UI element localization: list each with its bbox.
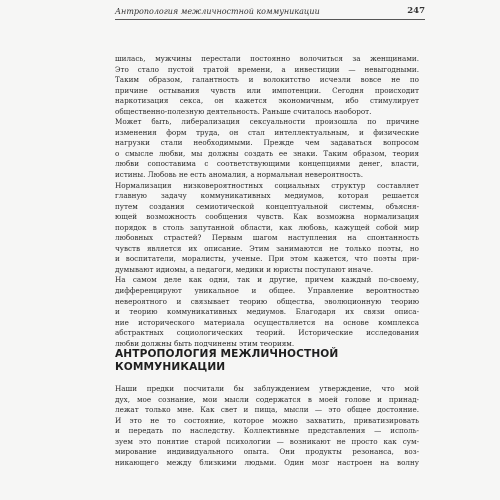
text-line: никающего между близкими людьми. Один мозг настроен на волну <box>115 457 419 467</box>
text-line: порядок в столь запутанной области, как любовь, кажущей собой мир <box>115 222 419 232</box>
text-line: Наши предки посчитали бы заблуждением утверждение, что мой <box>115 384 419 393</box>
text-line: шилась, мужчины перестали постоянно волочиться за женщинами. <box>115 54 419 63</box>
text-line: мирование индивидуального опыта. Они продукты резонанса, воз- <box>115 447 419 457</box>
text-line: общественно-полезную деятельность. Раньше считалось наоборот. <box>115 106 372 116</box>
text-line: ние исторического материала осуществляется на основе комплекса <box>115 317 419 327</box>
text-line: и передать по наследству. Коллективные представления — исполь- <box>115 426 419 436</box>
text-line: и теорию коммуникативных медиумов. Благодаря их связи описа- <box>115 307 419 317</box>
text-line: И это не то состояние, которое можно захватить, приватизировать <box>115 415 419 425</box>
page-number: 247 <box>407 6 425 16</box>
text-line: путем создания семиотической концептуальной системы, объясня- <box>115 201 419 211</box>
header-rule <box>115 19 425 20</box>
text-line: главную задачу коммуникативных медиумов, которая решается <box>115 191 419 201</box>
text-line: дифференцируют уникальное и общее. Управление вероятностью <box>115 286 419 296</box>
section-heading <box>115 348 425 374</box>
text-line: причине остывания чувств или импотенции. Сегодня происходит <box>115 85 419 95</box>
text-line: и воспитатели, моралисты, ученые. При этом кажется, что поэты при- <box>115 254 419 264</box>
body-text-section-2 <box>115 384 419 468</box>
running-header-title: Антропология межличностной коммуникации <box>115 7 320 16</box>
body-text-section-1 <box>115 54 419 349</box>
text-line: любви должны быть подчинены этим теориям. <box>115 338 295 348</box>
text-line: о смысле любви, мы должны создать ее знаки. Таким образом, теория <box>115 148 419 158</box>
text-line: невероятного и связывает теорию общества, эволюционную теорию <box>115 296 419 306</box>
text-line: дух, мое сознание, мои мысли содержатся в моей голове и принад- <box>115 394 419 404</box>
text-line: абстрактных социологических теорий. Исторические исследования <box>115 328 419 338</box>
text-line: ющей возможность сообщения чувств. Как возможна нормализация <box>115 212 419 222</box>
text-line: Таким образом, галантность и волокитство исчезли вовсе не по <box>115 75 419 85</box>
text-line: любовных страстей? Первым шагом наступления на спонтанность <box>115 233 419 243</box>
text-line: чувств является их описание. Этим занимаются не только поэты, но <box>115 243 419 253</box>
text-line: изменения форм труда, он стал интеллектуальным, и физические <box>115 127 419 137</box>
section-heading-line-1: АНТРОПОЛОГИЯ МЕЖЛИЧНОСТНОЙ <box>115 348 339 360</box>
text-line: Нормализация низковероятностных социальных структур составляет <box>115 180 419 190</box>
text-line: Может быть, либерализация сексуальности произошла по причине <box>115 117 419 127</box>
text-line: наркотизация секса, он кажется экономичным, ибо стимулирует <box>115 96 419 106</box>
text-line: любви сопоставима с соответствующими концепциями денег, власти, <box>115 159 419 169</box>
running-header <box>115 6 425 16</box>
section-heading-line-2: КОММУНИКАЦИИ <box>115 361 226 373</box>
text-line: истины. Любовь не есть аномалия, а нормальная невероятность. <box>115 170 363 180</box>
text-line: зуем это понятие старой психологии — возникают не просто как сум- <box>115 436 419 446</box>
text-line: На самом деле как одни, так и другие, причем каждый по-своему, <box>115 275 419 285</box>
text-line: думывают идиомы, а педагоги, медики и юристы поступают иначе. <box>115 264 374 274</box>
text-line: Это стало пустой тратой времени, а инвестиции — невыгодными. <box>115 64 419 74</box>
text-line: нагрузки стали необходимыми. Прежде чем задаваться вопросом <box>115 138 419 148</box>
text-line: лежат только мне. Как свет и пища, мысли — это общее достояние. <box>115 405 419 415</box>
